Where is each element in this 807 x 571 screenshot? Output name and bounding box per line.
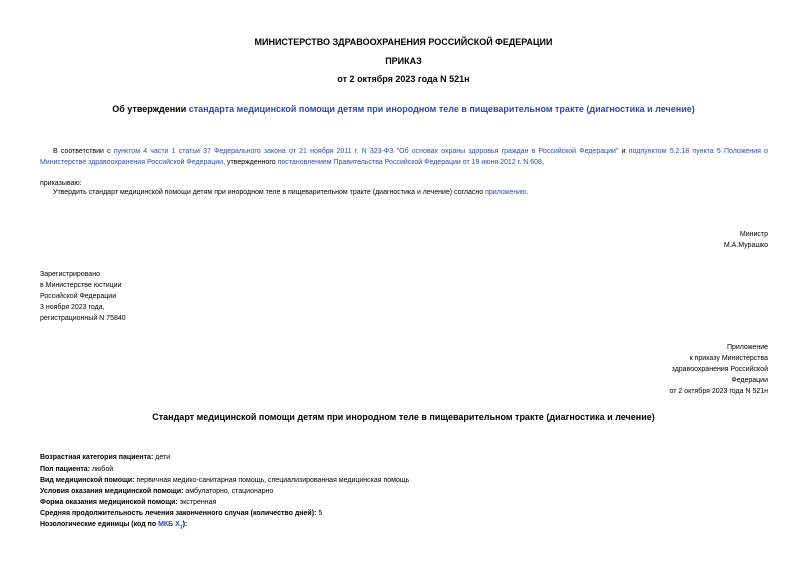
field-duration-value: 5 (316, 510, 323, 517)
order-date-number: от 2 октября 2023 года N 521н (337, 74, 470, 84)
ministry-heading: МИНИСТЕРСТВО ЗДРАВООХРАНЕНИЯ РОССИЙСКОЙ ФЕДЕРАЦИИ (254, 37, 553, 47)
field-age-label: Возрастная категория пациента: (40, 454, 154, 461)
preamble-text-3: , утвержденного (223, 159, 278, 166)
field-care-type-label: Вид медицинской помощи: (40, 477, 135, 484)
approve-text: Утвердить стандарт медицинской помощи детям при инородном теле в пищеварительном тракте (диагностика и лечение) согласно (53, 189, 486, 196)
field-nosology (40, 520, 187, 532)
order-word: приказываю: (40, 180, 82, 187)
field-form (40, 498, 216, 508)
icd-footnote-mark[interactable]: 1 (179, 524, 183, 531)
field-nosology-label: Нозологические единицы (код по (40, 521, 159, 528)
signature-name: М.А.Мурашко (723, 242, 768, 249)
field-age (40, 453, 170, 463)
preamble-paragraph (40, 146, 768, 168)
appendix-line: Федерации (731, 377, 768, 384)
field-age-value: дети (153, 454, 171, 461)
appendix-line: от 2 октября 2023 года N 521н (669, 388, 768, 395)
approve-paragraph (53, 187, 528, 198)
appendix-line: к приказу Министерства (689, 355, 768, 362)
law-link[interactable]: пунктом 4 части 1 статьи 37 Федерального закона от 21 ноября 2011 г. N 323-ФЗ "Об основах охраны здоровья граждан в Российской Федерации" (113, 148, 619, 155)
icd-link[interactable] (158, 521, 183, 531)
icd-link-text[interactable]: МКБ X (158, 521, 180, 528)
field-duration (40, 509, 322, 519)
field-form-value: экстренная (177, 499, 217, 506)
order-title-link[interactable]: стандарта медицинской помощи детям при инородном теле в пищеварительном тракте (диагностика и лечение) (188, 104, 695, 114)
field-care-type (40, 476, 409, 486)
field-care-type-value: первичная медико-санитарная помощь, специализированная медицинская помощь (134, 477, 410, 484)
decree-link[interactable]: постановлением Правительства Российской Федерации от 19 июня 2012 г. N 608 (277, 159, 542, 166)
standard-title: Стандарт медицинской помощи детям при инородном теле в пищеварительном тракте (диагностика и лечение) (152, 412, 655, 422)
regulation-link[interactable]: подпунктом 5.2.18 пункта 5 Положения о Министерстве здравоохранения Российской Федерации (40, 148, 768, 166)
field-conditions-label: Условия оказания медицинской помощи: (40, 488, 184, 495)
field-nosology-label-end: ): (182, 521, 188, 528)
preamble-text-4: , (541, 159, 544, 166)
field-conditions-value: амбулаторно, стационарно (183, 488, 274, 495)
appendix-line: здравоохранения Российской (671, 366, 768, 373)
signature-block (724, 229, 768, 251)
field-conditions (40, 487, 273, 497)
appendix-line: Приложение (726, 344, 768, 351)
appendix-block (670, 342, 768, 397)
order-title (0, 104, 807, 114)
registration-block (40, 269, 126, 324)
field-duration-label: Средняя продолжительность лечения законченного случая (количество дней): (40, 510, 317, 517)
registration-line: Российской Федерации (40, 293, 117, 300)
field-sex-value: любой (90, 466, 114, 473)
registration-line: 3 ноября 2023 года, (40, 304, 105, 311)
preamble-text-2: и (618, 148, 629, 155)
registration-line: регистрационный N 75840 (40, 315, 126, 322)
registration-line: в Министерстве юстиции (40, 282, 122, 289)
appendix-link[interactable]: приложению (485, 189, 527, 196)
preamble-text-1: В соответствии с (53, 148, 114, 155)
doc-type-heading: ПРИКАЗ (385, 56, 422, 66)
approve-end: . (526, 189, 529, 196)
order-title-prefix: Об утверждении (112, 104, 189, 114)
field-form-label: Форма оказания медицинской помощи: (40, 499, 178, 506)
registration-line: Зарегистрировано (40, 271, 100, 278)
field-sex (40, 465, 113, 475)
field-sex-label: Пол пациента: (40, 466, 91, 473)
signature-position: Министр (739, 231, 768, 238)
